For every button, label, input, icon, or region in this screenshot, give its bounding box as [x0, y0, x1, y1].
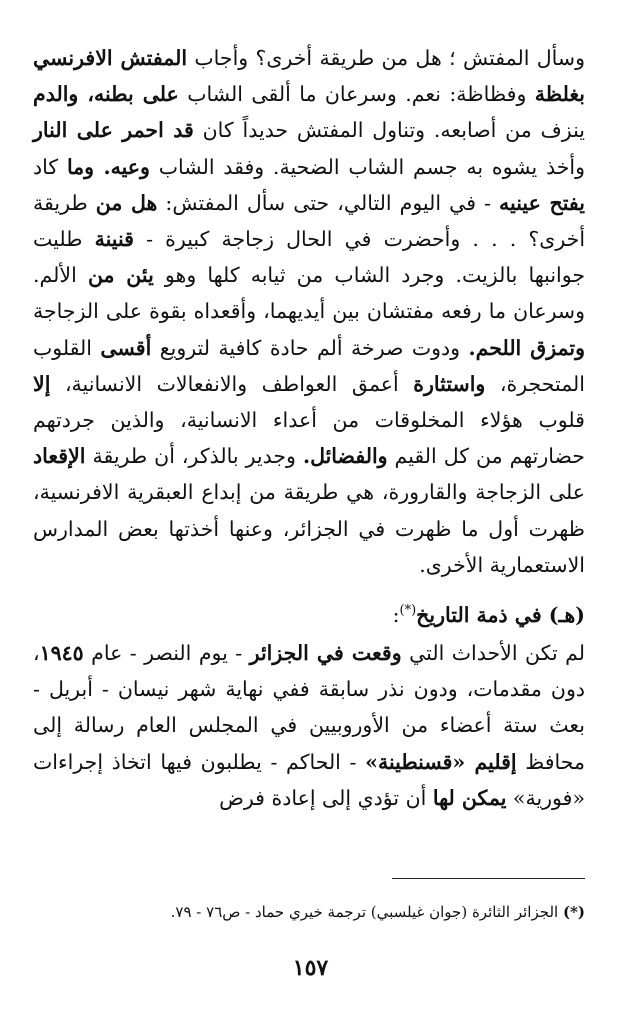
bold-text-run: يئن من — [87, 263, 154, 288]
footnote-divider — [392, 878, 585, 879]
text-run: على الزجاجة والقارورة، هي طريقة من إبداع العبقرية الافرنسية، ظهرت أول ما ظهرت في الجزائر، وعنها أخذتها بعض المدارس الاستعمارية الأخرى. — [33, 480, 585, 577]
bold-text-run: إلا — [33, 371, 51, 396]
bold-text-run: وتمزق اللحم. — [468, 335, 585, 360]
text-run: - الحاكم - يطلبون فيها اتخاذ إجراءات «فورية» — [33, 749, 585, 810]
section-title: في ذمة التاريخ — [416, 602, 549, 627]
text-run: ينزف من أصابعه. وتناول المفتش حديداً كان — [193, 118, 585, 143]
bold-text-run: قنينة — [94, 227, 134, 252]
body-text — [33, 40, 585, 816]
text-run: طليت جوانبها بالزيت. وجرد الشاب من ثيابه كلها وهو — [33, 227, 585, 288]
footnote — [33, 900, 585, 924]
footnote-text: الجزائر الثائرة (جوان غيلسبي) ترجمة خيري حماد - ص٧٦ - ٧٩. — [170, 903, 563, 921]
text-run: كاد — [33, 154, 67, 179]
text-run: ودوت صرخة ألم حادة كافية لترويع — [151, 335, 469, 360]
bold-text-run: وعيه. وما — [66, 154, 150, 179]
footnote-marker: (*) — [562, 903, 585, 921]
bold-text-run: واستثارة — [413, 371, 486, 396]
bold-text-run: هل من — [95, 190, 158, 215]
text-run: طريقة أخرى؟ . . . وأحضرت في الحال زجاجة كبيرة - — [33, 190, 586, 252]
page-number: ١٥٧ — [292, 955, 329, 981]
text-run: - يوم النصر - عام — [83, 641, 250, 666]
section-letter: (هـ) — [548, 602, 585, 627]
text-run: وسأل المفتش ؛ هل من طريقة أخرى؟ وأجاب — [187, 46, 585, 70]
bold-text-run: وقعت في الجزائر — [249, 641, 402, 666]
text-run: وأخذ يشوه به جسم الشاب الضحية. وفقد الشاب — [149, 154, 585, 179]
bold-text-run: ١٩٤٥ — [39, 641, 84, 666]
bold-text-run: يمكن لها — [432, 785, 507, 810]
bold-text-run: الإقعاد — [33, 444, 86, 469]
text-run: الألم. وسرعان ما رفعه مفتشان بين أيديهما، وأقعداه بقوة على الزجاجة — [33, 263, 585, 324]
text-run: - في اليوم التالي، حتى سأل المفتش: — [157, 190, 500, 215]
heading-colon: : — [392, 602, 400, 627]
bold-text-run: قد احمر على النار — [33, 118, 194, 143]
footnote-reference: (*) — [399, 603, 417, 619]
text-run: وفظاظة: نعم. وسرعان ما ألقى الشاب — [178, 82, 535, 107]
text-run: قلوب هؤلاء المخلوقات من أعداء الانسانية، والذين جردتهم حضارتهم من كل القيم — [33, 408, 585, 469]
bold-text-run: إقليم «قسنطينة» — [365, 749, 517, 774]
bold-text-run: والفضائل. — [302, 444, 388, 469]
paragraph-2 — [33, 635, 585, 816]
bold-text-run: على بطنه، والدم — [33, 82, 179, 107]
text-run: ، دون مقدمات، ودون نذر سابقة ففي نهاية شهر نيسان - أبريل - بعث ستة أعضاء من الأوروبيين في المجلس العام رسالة إلى محافظ — [33, 641, 585, 774]
bold-text-run: المفتش الافرنسي بغلظة — [33, 46, 585, 107]
text-run: القلوب المتحجرة، — [33, 335, 585, 396]
text-run: لم تكن الأحداث التي — [401, 641, 586, 666]
text-run: أن تؤدي إلى إعادة فرض — [219, 785, 433, 810]
section-heading — [33, 593, 585, 633]
paragraph-1 — [33, 40, 585, 583]
bold-text-run: أقسى — [100, 335, 152, 360]
bold-text-run: يفتح عينيه — [499, 190, 586, 215]
text-run: أعمق العواطف والانفعالات الانسانية، — [50, 371, 414, 396]
text-run: وجدير بالذكر، أن طريقة — [85, 444, 303, 469]
